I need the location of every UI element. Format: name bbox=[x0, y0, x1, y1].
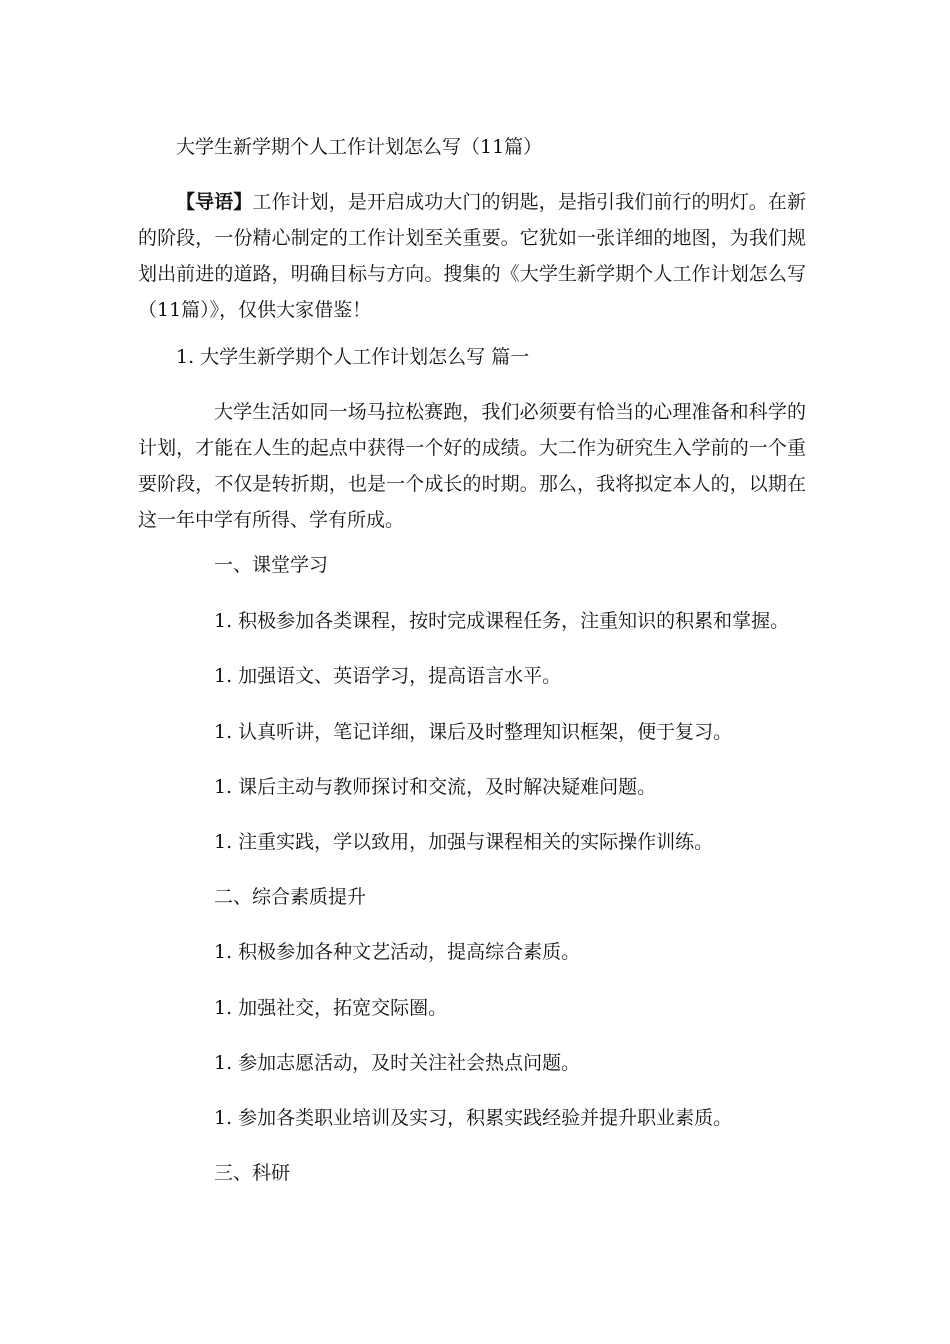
list-item: 1. 参加志愿活动，及时关注社会热点问题。 bbox=[214, 1052, 581, 1074]
list-item: 1. 加强语文、英语学习，提高语言水平。 bbox=[214, 665, 562, 687]
section-heading: 二、综合素质提升 bbox=[214, 886, 367, 908]
list-item: 1. 积极参加各种文艺活动，提高综合素质。 bbox=[214, 941, 581, 963]
intro-text: 工作计划，是开启成功大门的钥匙，是指引我们前行的明灯。在新的阶段，一份精心制定的工作计划至关重要。它犹如一张详细的地图，为我们规划出前进的道路，明确目标与方向。搜集的《大学生新学期个人工作计划怎么写（11篇）》，仅供大家借鉴！ bbox=[138, 191, 806, 321]
article-heading: 1. 大学生新学期个人工作计划怎么写 篇一 bbox=[176, 346, 530, 368]
section-heading: 一、课堂学习 bbox=[214, 554, 329, 576]
list-item: 1. 积极参加各类课程，按时完成课程任务，注重知识的积累和掌握。 bbox=[214, 610, 790, 632]
list-item: 1. 注重实践，学以致用，加强与课程相关的实际操作训练。 bbox=[214, 831, 714, 853]
intro-paragraph bbox=[138, 184, 806, 328]
list-item: 1. 加强社交，拓宽交际圈。 bbox=[214, 997, 448, 1019]
section-heading: 三、科研 bbox=[214, 1162, 291, 1184]
intro-lead: 【导语】 bbox=[176, 191, 253, 213]
list-item: 1. 认真听讲，笔记详细，课后及时整理知识框架，便于复习。 bbox=[214, 721, 733, 743]
list-item: 1. 课后主动与教师探讨和交流，及时解决疑难问题。 bbox=[214, 776, 657, 798]
body-paragraph: 大学生活如同一场马拉松赛跑，我们必须要有恰当的心理准备和科学的计划，才能在人生的起点中获得一个好的成绩。大二作为研究生入学前的一个重要阶段，不仅是转折期，也是一个成长的时期。那么，我将拟定本人的，以期在这一年中学有所得、学有所成。 bbox=[138, 401, 806, 531]
document-title: 大学生新学期个人工作计划怎么写（11篇） bbox=[176, 136, 543, 158]
list-item: 1. 参加各类职业培训及实习，积累实践经验并提升职业素质。 bbox=[214, 1107, 733, 1129]
